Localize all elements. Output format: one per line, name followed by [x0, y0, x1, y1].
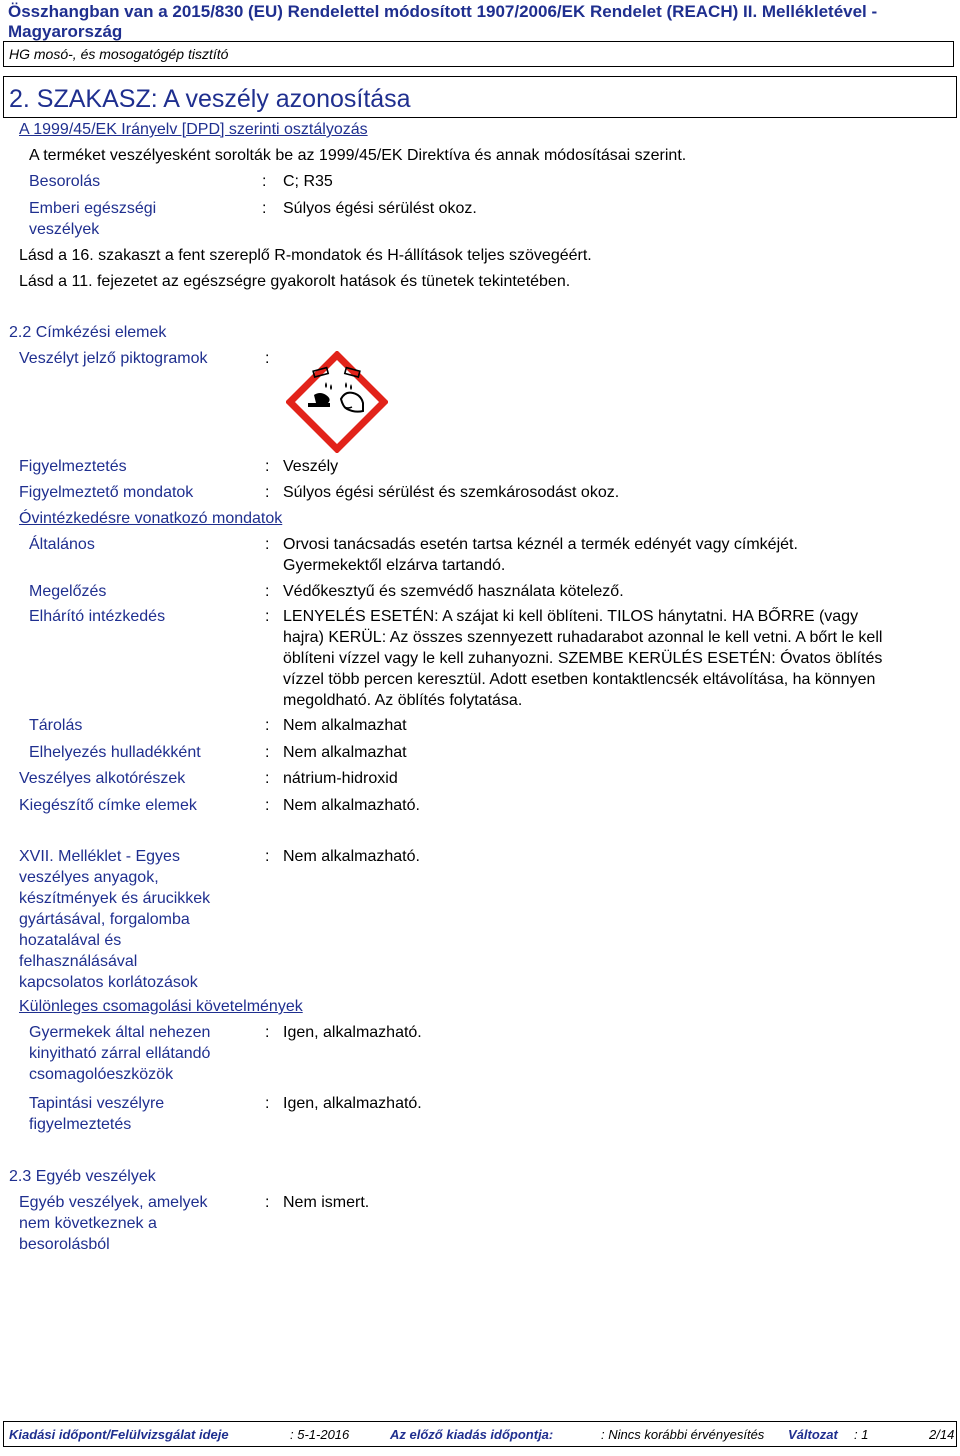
response-line: hajra) KERÜL: Az összes szennyezett ruhadarabot azonnal le kell vetni. A bőrt le kell [283, 629, 883, 646]
child-label-line: Gyermekek által nehezen [29, 1024, 211, 1041]
hazard-statement-value: Súlyos égési sérülést és szemkárosodást okoz. [283, 484, 620, 501]
prevention-value: Védőkesztyű és szemvédő használata kötelező. [283, 583, 624, 600]
general-row [0, 535, 960, 579]
child-label-line: kinyitható zárral ellátandó [29, 1045, 211, 1062]
classification-label: Besorolás [29, 173, 101, 190]
hazard-statement-label: Figyelmeztető mondatok [19, 484, 194, 501]
other-hazards-label-line: Egyéb veszélyek, amelyek [19, 1194, 208, 1211]
prevention-row [0, 582, 960, 604]
tactile-label-line: Tapintási veszélyre [29, 1095, 165, 1112]
general-value-line-1: Orvosi tanácsadás esetén tartsa kéznél a termék edényét vagy címkéjét. [283, 536, 798, 553]
hazardous-components-value: nátrium-hidroxid [283, 770, 398, 787]
document-header-title: Összhangban van a 2015/830 (EU) Rendelettel módosított 1907/2006/EK Rendelet (REACH) II. Mellékletével - Magyarország [8, 2, 878, 41]
page-footer [3, 1421, 957, 1447]
response-line: öblíteni vízzel vagy le kell zuhanyozni. SZEMBE KERÜLÉS ESETÉN: Óvatos öblítés [283, 650, 883, 667]
general-label: Általános [29, 536, 95, 553]
supplementary-colon: : [265, 797, 270, 814]
response-label: Elhárító intézkedés [29, 608, 166, 625]
signal-word-colon: : [265, 458, 270, 475]
classification-colon: : [262, 173, 267, 190]
response-line: megoldható. Az öblítés folytatása. [283, 692, 523, 709]
tactile-label-line: figyelmeztetés [29, 1116, 132, 1133]
other-hazards-row [0, 1193, 960, 1257]
health-hazard-row [0, 199, 960, 241]
annex-colon: : [265, 848, 270, 865]
annex-label-line: készítmények és árucikkek [19, 890, 211, 907]
storage-row [0, 716, 960, 738]
storage-value: Nem alkalmazhat [283, 717, 407, 734]
signal-word-value: Veszély [283, 458, 339, 475]
annex-value: Nem alkalmazható. [283, 848, 420, 865]
pictogram-label: Veszélyt jelző piktogramok [19, 350, 208, 367]
hazardous-components-label: Veszélyes alkotórészek [19, 770, 186, 787]
child-value: Igen, alkalmazható. [283, 1024, 422, 1041]
signal-word-row [0, 457, 960, 479]
disposal-row [0, 743, 960, 765]
supplementary-value: Nem alkalmazható. [283, 797, 420, 814]
issue-date-value: : 5-1-2016 [290, 1427, 350, 1442]
hazard-statement-colon: : [265, 484, 270, 501]
response-row [0, 607, 960, 713]
tactile-colon: : [265, 1095, 270, 1112]
child-label-line: csomagolóeszközök [29, 1066, 174, 1083]
section-title: 2. SZAKASZ: A veszély azonosítása [9, 85, 411, 113]
ghs05-corrosion-icon [286, 351, 388, 453]
tactile-warning-row [0, 1094, 960, 1138]
product-name: HG mosó-, és mosogatógép tisztító [9, 46, 229, 62]
page-number: 2/14 [929, 1427, 955, 1442]
health-value: Súlyos égési sérülést okoz. [283, 200, 477, 217]
general-colon: : [265, 536, 270, 553]
health-colon: : [262, 200, 267, 217]
response-line: LENYELÉS ESETÉN: A szájat ki kell öblíteni. TILOS hánytatni. HA BŐRRE (vagy [283, 608, 859, 625]
prevention-label: Megelőzés [29, 583, 107, 600]
annex-label-line: XVII. Melléklet - Egyes [19, 848, 180, 865]
other-hazards-label-line: nem következnek a [19, 1215, 157, 1232]
dpd-text: A terméket veszélyesként sorolták be az 1999/45/EK Direktíva és annak módosításai szerint. [29, 147, 687, 164]
disposal-colon: : [265, 744, 270, 761]
other-hazards-colon: : [265, 1194, 270, 1211]
response-line: vízzel több percen keresztül. Adott esetben kontaktlencsék eltávolítása, ha könnyen [283, 671, 876, 688]
product-name-box [3, 41, 954, 67]
general-value-line-2: Gyermekektől elzárva tartandó. [283, 557, 506, 574]
hazard-statement-row [0, 483, 960, 505]
packaging-heading: Különleges csomagolási követelmények [19, 998, 303, 1015]
issue-date-label: Kiadási időpont/Felülvizsgálat ideje [9, 1427, 229, 1442]
health-label-line-2: veszélyek [29, 221, 100, 238]
tactile-value: Igen, alkalmazható. [283, 1095, 422, 1112]
annex-label-line: hozatalával és [19, 932, 122, 949]
dpd-heading: A 1999/45/EK Irányelv [DPD] szerinti osztályozás [19, 121, 368, 138]
annex-label-line: felhasználásával [19, 953, 138, 970]
disposal-label: Elhelyezés hulladékként [29, 744, 201, 761]
prevention-colon: : [265, 583, 270, 600]
see-section-11: Lásd a 11. fejezetet az egészségre gyakorolt hatások és tünetek tekintetében. [19, 273, 571, 290]
other-hazards-label-line: besorolásból [19, 1236, 110, 1253]
see-section-16: Lásd a 16. szakaszt a fent szereplő R-mondatok és H-állítások teljes szövegéért. [19, 247, 592, 264]
classification-row [0, 172, 960, 194]
previous-issue-value: : Nincs korábbi érvényesítés [601, 1427, 765, 1442]
supplementary-row [0, 796, 960, 818]
annex-xvii-row [0, 847, 960, 993]
storage-label: Tárolás [29, 717, 83, 734]
version-label: Változat [788, 1427, 838, 1442]
signal-word-label: Figyelmeztetés [19, 458, 127, 475]
annex-label-line: kapcsolatos korlátozások [19, 974, 198, 991]
annex-label-line: gyártásával, forgalomba [19, 911, 190, 928]
child-resistant-row [0, 1023, 960, 1087]
disposal-value: Nem alkalmazhat [283, 744, 407, 761]
annex-label-line: veszélyes anyagok, [19, 869, 159, 886]
other-hazards-value: Nem ismert. [283, 1194, 370, 1211]
hazardous-components-row [0, 769, 960, 791]
supplementary-label: Kiegészítő címke elemek [19, 797, 197, 814]
version-value: : 1 [854, 1427, 869, 1442]
health-label-line-1: Emberi egészségi [29, 200, 157, 217]
response-colon: : [265, 608, 270, 625]
child-colon: : [265, 1024, 270, 1041]
precaution-heading: Óvintézkedésre vonatkozó mondatok [19, 510, 283, 527]
storage-colon: : [265, 717, 270, 734]
classification-value: C; R35 [283, 173, 333, 190]
label-elements-heading: 2.2 Címkézési elemek [9, 324, 167, 341]
other-hazards-heading: 2.3 Egyéb veszélyek [9, 1168, 156, 1185]
pictogram-colon: : [265, 350, 270, 367]
hazardous-components-colon: : [265, 770, 270, 787]
section-title-box [3, 76, 957, 118]
previous-issue-label: Az előző kiadás időpontja: [390, 1427, 554, 1442]
